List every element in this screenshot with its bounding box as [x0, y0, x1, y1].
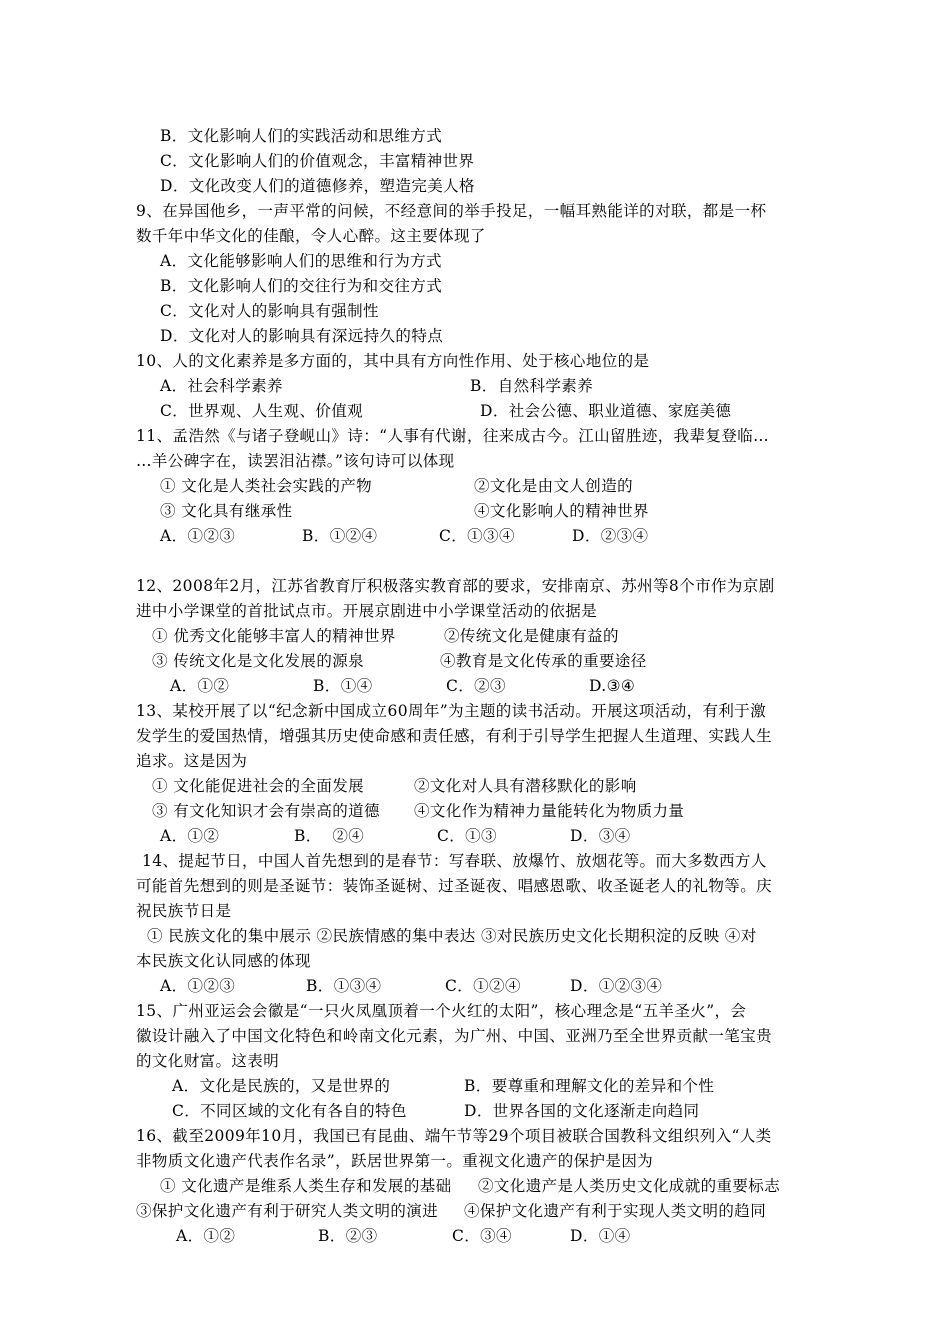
q14-option-c: C．①②④: [445, 977, 521, 995]
q16-option-c: C．③④: [452, 1227, 512, 1245]
q11-stem-line-2: …羊公碑字在，读罢泪沾襟。”该句诗可以体现: [136, 452, 455, 470]
q11-option-b: B．①②④: [302, 527, 378, 545]
q9-option-d: D．文化对人的影响具有深远持久的特点: [160, 327, 444, 345]
q13-option-a: A．①②: [160, 827, 220, 845]
q14-stem-line-1: 14、提起节日，中国人首先想到的是春节：写春联、放爆竹、放烟花等。而大多数西方人: [142, 852, 767, 870]
q14-statements-line-1: ① 民族文化的集中展示 ②民族情感的集中表达 ③对民族历史文化长期积淀的反映 ④对: [147, 927, 757, 945]
q10-option-c: C．世界观、人生观、价值观: [160, 402, 364, 420]
q12-option-c: C．②③: [446, 677, 506, 695]
q14-stem-line-2: 可能首先想到的则是圣诞节：装饰圣诞树、过圣诞夜、唱感恩歌、收圣诞老人的礼物等。庆: [136, 877, 773, 895]
q12-statement-3: ③ 传统文化是文化发展的源泉: [152, 652, 365, 670]
q9-option-a: A．文化能够影响人们的思维和行为方式: [160, 252, 442, 270]
q15-option-a: A．文化是民族的，又是世界的: [172, 1077, 391, 1095]
q9-option-b: B．文化影响人们的交往行为和交往方式: [160, 277, 443, 295]
q10-option-b: B．自然科学素养: [470, 377, 594, 395]
q16-statement-4: ④保护文化遗产有利于实现人类文明的趋同: [464, 1202, 767, 1220]
q10-stem: 10、人的文化素养是多方面的，其中具有方向性作用、处于核心地位的是: [136, 352, 650, 370]
q16-statement-2: ②文化遗产是人类历史文化成就的重要标志: [478, 1177, 781, 1195]
q13-stem-line-2: 发学生的爱国热情，增强其历史使命感和责任感，有利于引导学生把握人生道理、实践人生: [136, 727, 773, 745]
q11-statement-3: ③ 文化具有继承性: [160, 502, 293, 520]
q15-option-b: B．要尊重和理解文化的差异和个性: [464, 1077, 715, 1095]
q13-option-d: D．③④: [570, 827, 631, 845]
q16-statement-3: ③保护文化遗产有利于研究人类文明的演进: [136, 1202, 439, 1220]
q12-statement-1: ① 优秀文化能够丰富人的精神世界: [152, 627, 396, 645]
q15-stem-line-1: 15、广州亚运会会徽是“一只火凤凰顶着一个火红的太阳”，核心理念是“五羊圣火”，会: [136, 1002, 747, 1020]
q13-statement-4: ④文化作为精神力量能转化为物质力量: [414, 802, 685, 820]
q8-option-d: D．文化改变人们的道德修养，塑造完美人格: [160, 177, 475, 195]
q13-option-c: C．①③: [437, 827, 497, 845]
q10-option-a: A．社会科学素养: [160, 377, 283, 395]
q14-option-a: A．①②③: [160, 977, 236, 995]
q16-statement-1: ① 文化遗产是维系人类生存和发展的基础: [160, 1177, 452, 1195]
q13-statement-3: ③ 有文化知识才会有崇高的道德: [152, 802, 380, 820]
q11-stem-line-1: 11、孟浩然《与诸子登岘山》诗：“人事有代谢，往来成古今。江山留胜迹，我辈复登临…: [136, 427, 770, 445]
q11-statement-2: ②文化是由文人创造的: [474, 477, 634, 495]
q16-stem-line-1: 16、截至2009年10月，我国已有昆曲、端午节等29个项目被联合国教科文组织列入“人类: [136, 1127, 772, 1145]
q8-option-b: B．文化影响人们的实践活动和思维方式: [160, 127, 443, 145]
q15-stem-line-2: 徽设计融入了中国文化特色和岭南文化元素，为广州、中国、亚洲乃至全世界贡献一笔宝贵: [136, 1027, 773, 1045]
q9-stem-line-2: 数千年中华文化的佳酿，令人心醉。这主要体现了: [136, 227, 486, 245]
q13-option-b: B． ②④: [294, 827, 365, 845]
q10-option-d: D．社会公德、职业道德、家庭美德: [480, 402, 732, 420]
q16-option-a: A．①②: [176, 1227, 236, 1245]
q12-stem-line-2: 进中小学课堂的首批试点市。开展京剧进中小学课堂活动的依据是: [136, 602, 598, 620]
q13-stem-line-1: 13、某校开展了以“纪念新中国成立60周年”为主题的读书活动。开展这项活动，有利于激: [136, 702, 767, 720]
q11-option-d: D．②③④: [572, 527, 649, 545]
q12-option-b: B．①④: [313, 677, 373, 695]
q9-option-c: C．文化对人的影响具有强制性: [160, 302, 379, 320]
q16-stem-line-2: 非物质文化遗产代表作名录”，跃居世界第一。重视文化遗产的保护是因为: [136, 1152, 654, 1170]
q14-option-b: B．①③④: [306, 977, 382, 995]
q8-option-c: C．文化影响人们的价值观念，丰富精神世界: [160, 152, 475, 170]
q12-statement-4: ④教育是文化传承的重要途径: [440, 652, 647, 670]
q14-option-d: D．①②③④: [570, 977, 663, 995]
q13-statement-1: ① 文化能促进社会的全面发展: [152, 777, 365, 795]
q16-option-d: D．①④: [570, 1227, 631, 1245]
q12-option-a: A．①②: [170, 677, 230, 695]
q14-stem-line-3: 祝民族节日是: [136, 902, 232, 920]
q16-option-b: B．②③: [318, 1227, 378, 1245]
q15-option-c: C．不同区域的文化有各自的特色: [172, 1102, 407, 1120]
q11-option-c: C．①③④: [439, 527, 515, 545]
q15-stem-line-3: 的文化财富。这表明: [136, 1052, 280, 1070]
q11-statement-4: ④文化影响人的精神世界: [474, 502, 649, 520]
q12-option-d: D.③④: [589, 677, 636, 695]
q12-stem-line-1: 12、2008年2月，江苏省教育厅积极落实教育部的要求，安排南京、苏州等8个市作为京剧: [136, 577, 775, 595]
q15-option-d: D．世界各国的文化逐渐走向趋同: [464, 1102, 700, 1120]
q14-statements-line-2: 本民族文化认同感的体现: [136, 952, 311, 970]
q11-option-a: A．①②③: [160, 527, 236, 545]
q9-stem-line-1: 9、在异国他乡，一声平常的问候，不经意间的举手投足，一幅耳熟能详的对联，都是一杯: [136, 202, 767, 220]
q13-statement-2: ②文化对人具有潜移默化的影响: [414, 777, 637, 795]
q11-statement-1: ① 文化是人类社会实践的产物: [160, 477, 373, 495]
q12-statement-2: ②传统文化是健康有益的: [444, 627, 619, 645]
q13-stem-line-3: 追求。这是因为: [136, 752, 248, 770]
